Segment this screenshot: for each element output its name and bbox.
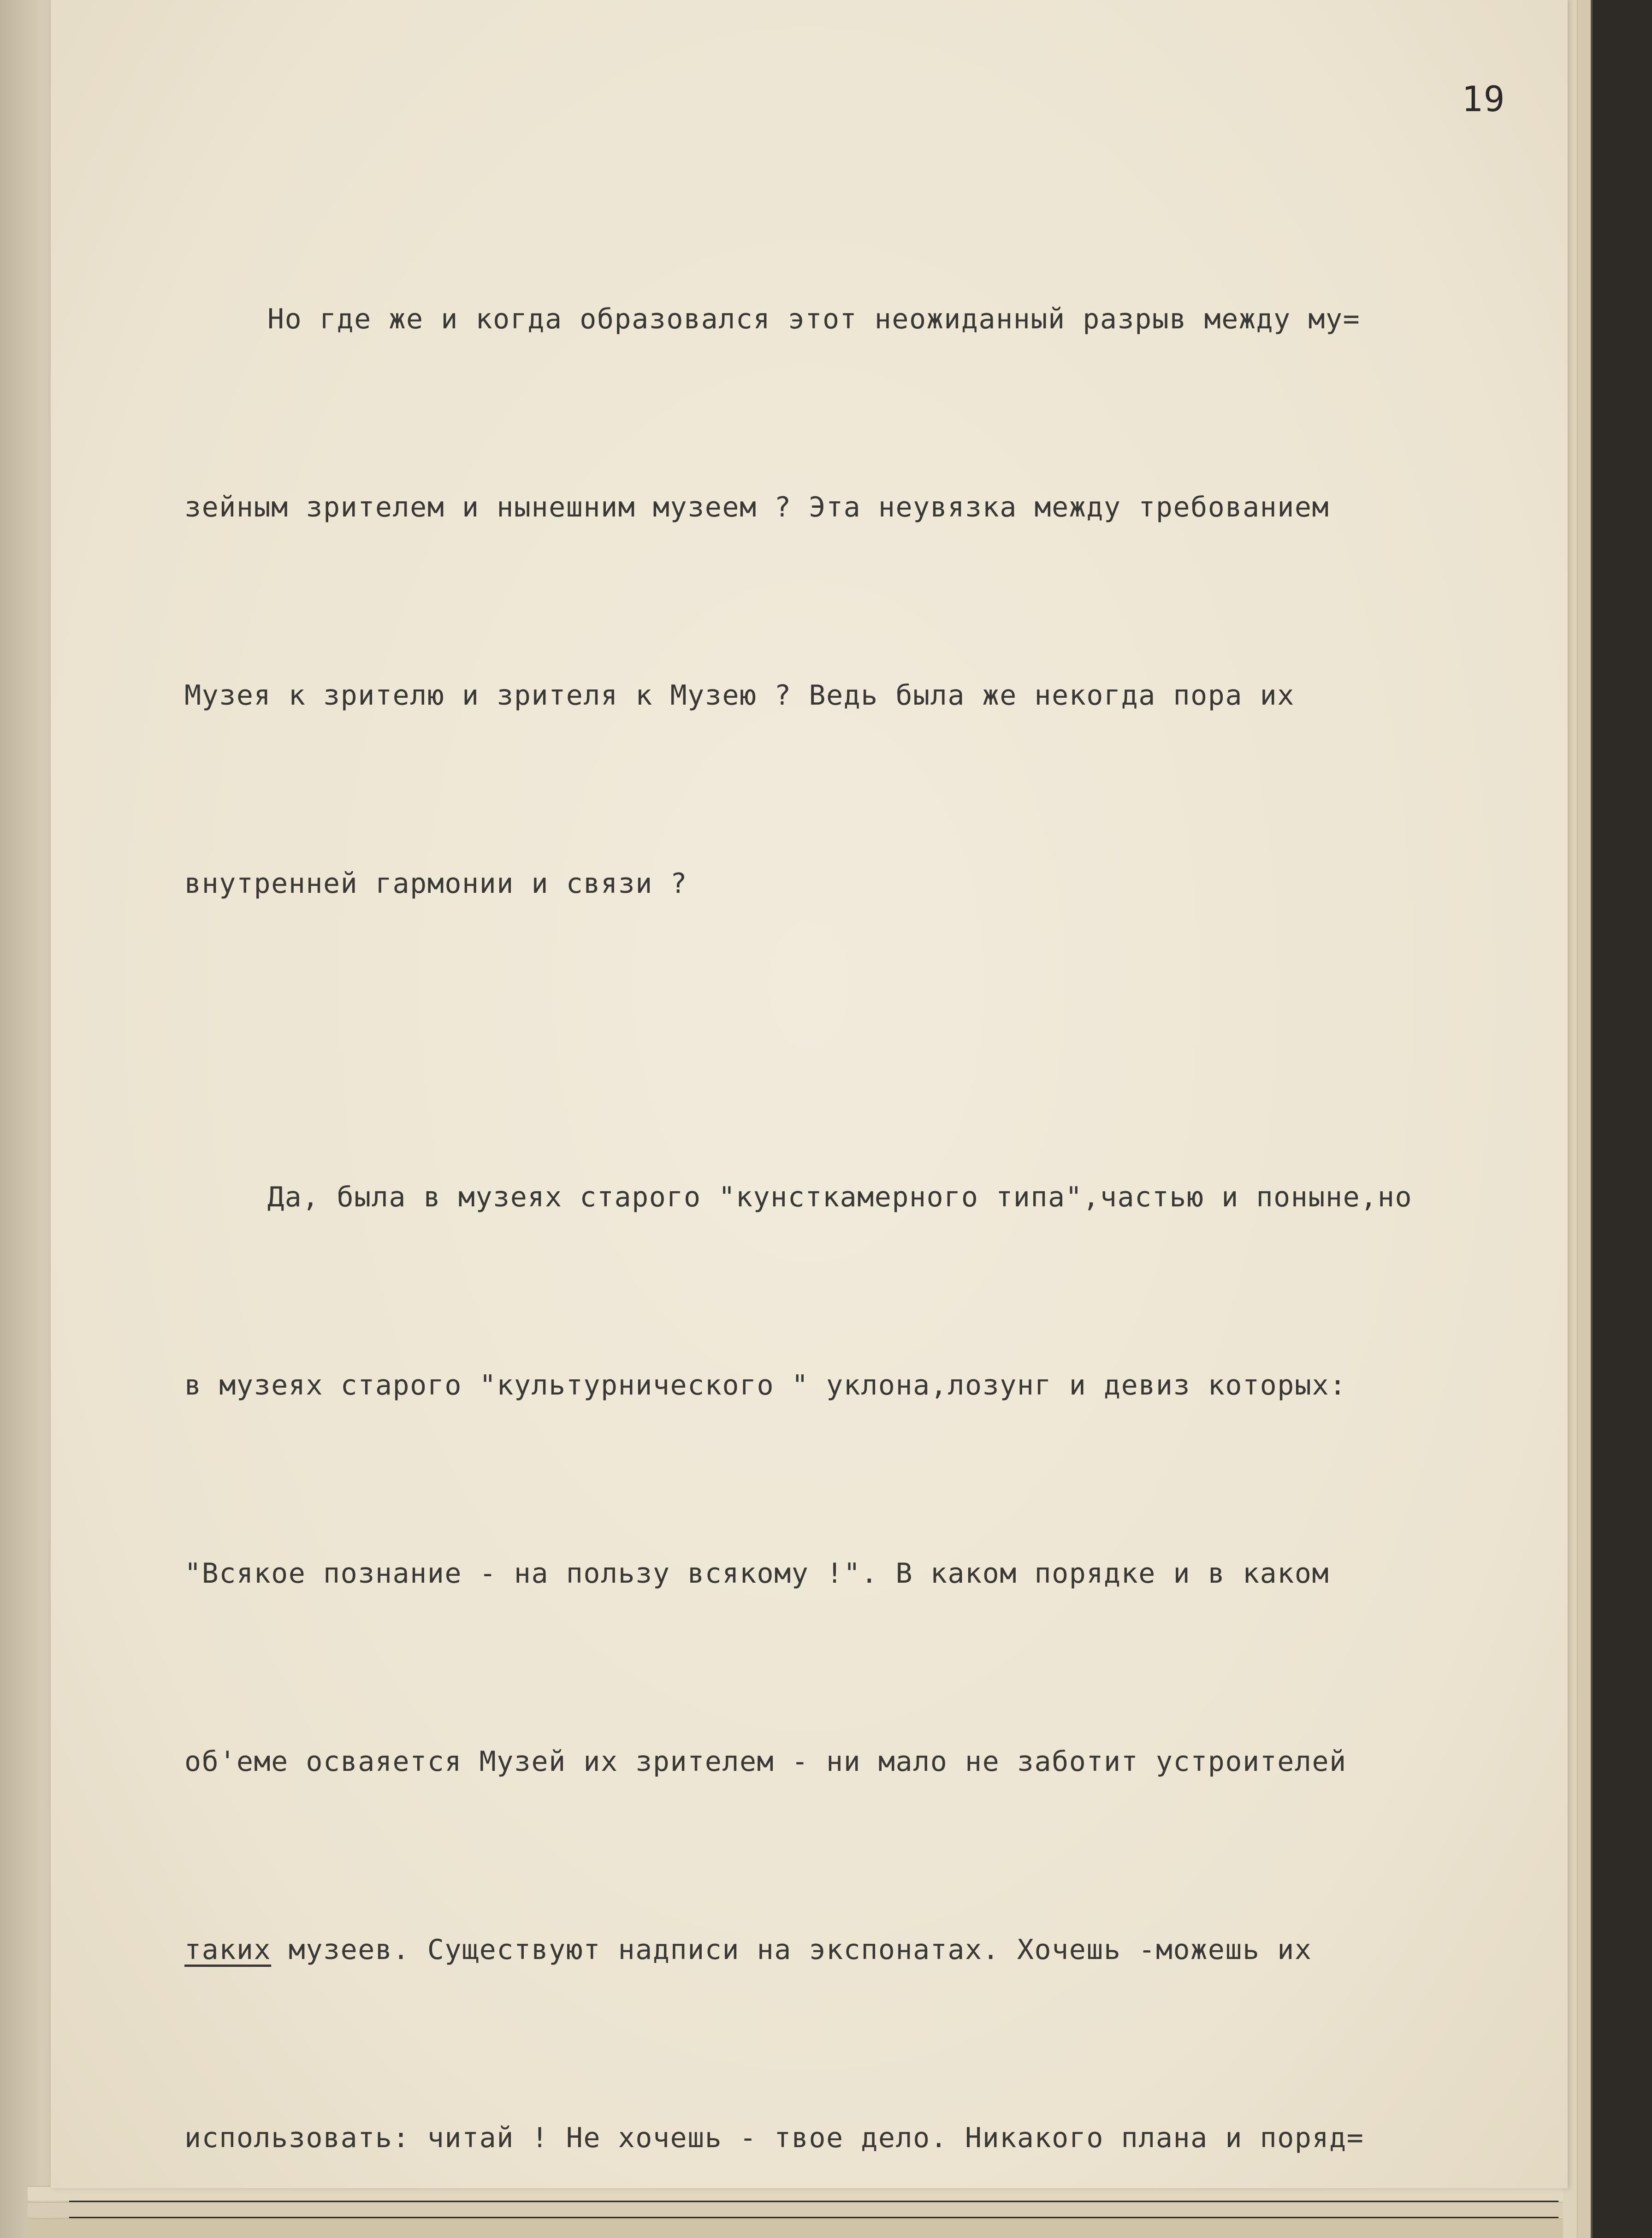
text-line: в музеях старого "культурнического " уклона,лозунг и девиз которых: [184, 1369, 1347, 1401]
typewritten-page [51, 0, 1568, 2188]
text-fragment: музеев. Существуют надписи на экспонатах. Хочешь -можешь их [271, 1934, 1312, 1966]
text-line: Музея к зрителю и зрителя к Музею ? Ведь была же некогда пора их [184, 679, 1295, 712]
underlined-word: таких [184, 1934, 272, 1966]
page-body [184, 100, 1595, 2238]
text-line: зейным зрителем и нынешним музеем ? Эта неувязка между требованием [184, 491, 1330, 523]
text-line: внутренней гармонии и связи ? [184, 867, 688, 900]
text-line: "Всякое познание - на пользу всякому !". В каком порядке и в каком [184, 1557, 1330, 1590]
text-line: использовать: читай ! Не хочешь - твое дело. Никакого плана и поряд= [184, 2122, 1364, 2154]
text-line: Но где же и когда образовался этот неожиданный разрыв между му= [267, 303, 1361, 335]
page-edge [1591, 0, 1652, 2238]
page-number: 19 [1462, 78, 1506, 119]
text-line: об'еме осваяется Музей их зрителем - ни мало не заботит устроителей [184, 1745, 1347, 1778]
text-line: Да, была в музеях старого "кунсткамерного типа",частью и поныне,но [267, 1181, 1413, 1213]
text-line [184, 1918, 1595, 1981]
